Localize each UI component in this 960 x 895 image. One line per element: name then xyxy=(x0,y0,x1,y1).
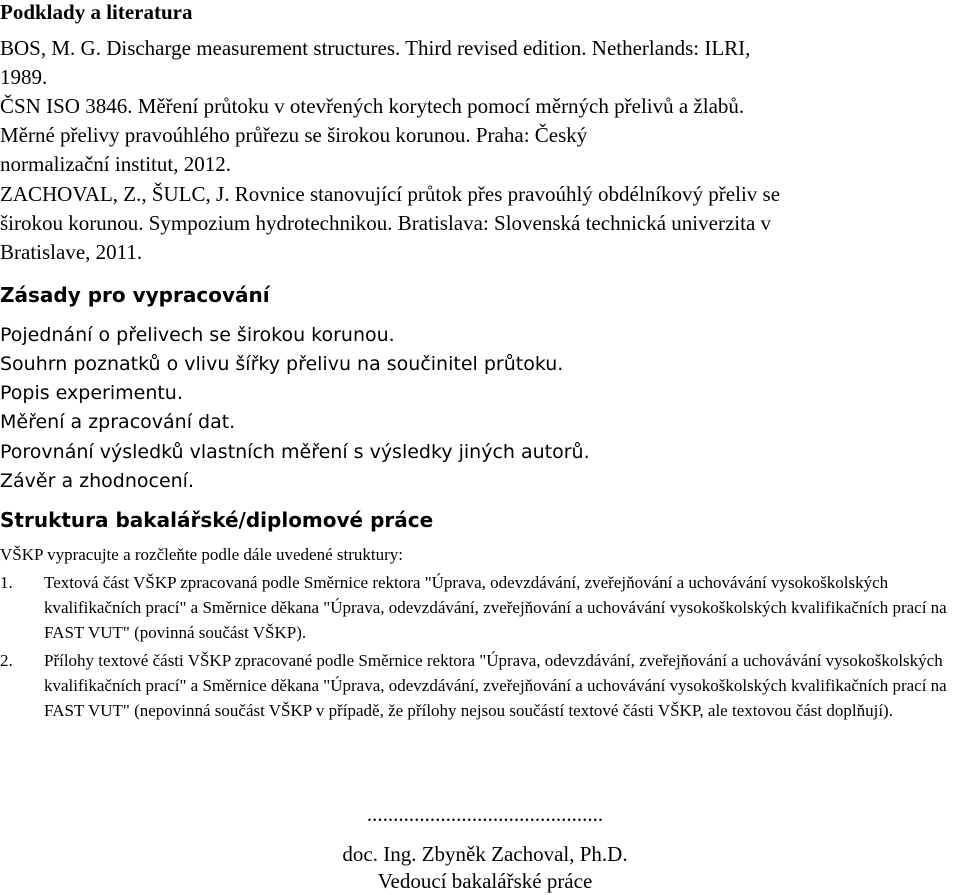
principle-item: Měření a zpracování dat. xyxy=(0,411,236,433)
reference-line: normalizační institut, 2012. xyxy=(0,152,231,176)
reference-line: BOS, M. G. Discharge measurement structures. Third revised edition. Netherlands: ILRI, xyxy=(0,36,751,60)
list-number: 1. xyxy=(0,573,13,592)
structure-list-item xyxy=(0,648,960,723)
reference-line: Měrné přelivy pravoúhlého průřezu se širokou korunou. Praha: Český xyxy=(0,123,588,147)
literature-heading: Podklady a literatura xyxy=(0,0,193,24)
reference-line: širokou korunou. Sympozium hydrotechnikou. Bratislava: Slovenská technická univerzita v xyxy=(0,211,772,235)
reference-line: ZACHOVAL, Z., ŠULC, J. Rovnice stanovující průtok přes pravoúhlý obdélníkový přeliv se xyxy=(0,182,781,206)
structure-list-item xyxy=(0,570,960,645)
principle-item: Souhrn poznatků o vlivu šířky přelivu na součinitel průtoku. xyxy=(0,353,564,375)
reference-line: 1989. xyxy=(0,65,48,89)
list-number: 2. xyxy=(0,651,13,670)
structure-intro: VŠKP vypracujte a rozčleňte podle dále uvedené struktury: xyxy=(0,545,403,564)
list-item-text: Textová část VŠKP zpracovaná podle Směrnice rektora "Úprava, odevzdávání, zveřejňování a uchovávání vysokoškolských kvalifikačních prací" a Směrnice děkana "Úprava, odevzdávání, zveřejňování a uchovávání vysokoškolských kvalifikačních prací na FAST VUT" (povinná součást VŠKP). xyxy=(44,573,947,642)
signature-role: Vedoucí bakalářské práce xyxy=(377,869,593,893)
reference-line: Bratislave, 2011. xyxy=(0,240,143,264)
principles-heading: Zásady pro vypracování xyxy=(0,283,270,307)
principle-item: Porovnání výsledků vlastních měření s výsledky jiných autorů. xyxy=(0,441,590,463)
principle-item: Závěr a zhodnocení. xyxy=(0,470,194,492)
reference-line: ČSN ISO 3846. Měření průtoku v otevřených korytech pomocí měrných přelivů a žlabů. xyxy=(0,94,745,118)
structure-list xyxy=(0,570,960,726)
principle-item: Popis experimentu. xyxy=(0,382,183,404)
signature-dots: ............................................. xyxy=(366,802,604,826)
structure-heading: Struktura bakalářské/diplomové práce xyxy=(0,508,434,532)
list-item-text: Přílohy textové části VŠKP zpracované podle Směrnice rektora "Úprava, odevzdávání, zveřejňování a uchovávání vysokoškolských kvalifikačních prací" a Směrnice děkana "Úprava, odevzdávání, zveřejňování a uchovávání vysokoškolských kvalifikačních prací na FAST VUT" (nepovinná součást VŠKP v případě, že přílohy nejsou součástí textové části VŠKP, ale textovou část doplňují). xyxy=(44,651,947,720)
principle-item: Pojednání o přelivech se širokou korunou. xyxy=(0,324,395,346)
signature-name: doc. Ing. Zbyněk Zachoval, Ph.D. xyxy=(342,842,628,866)
